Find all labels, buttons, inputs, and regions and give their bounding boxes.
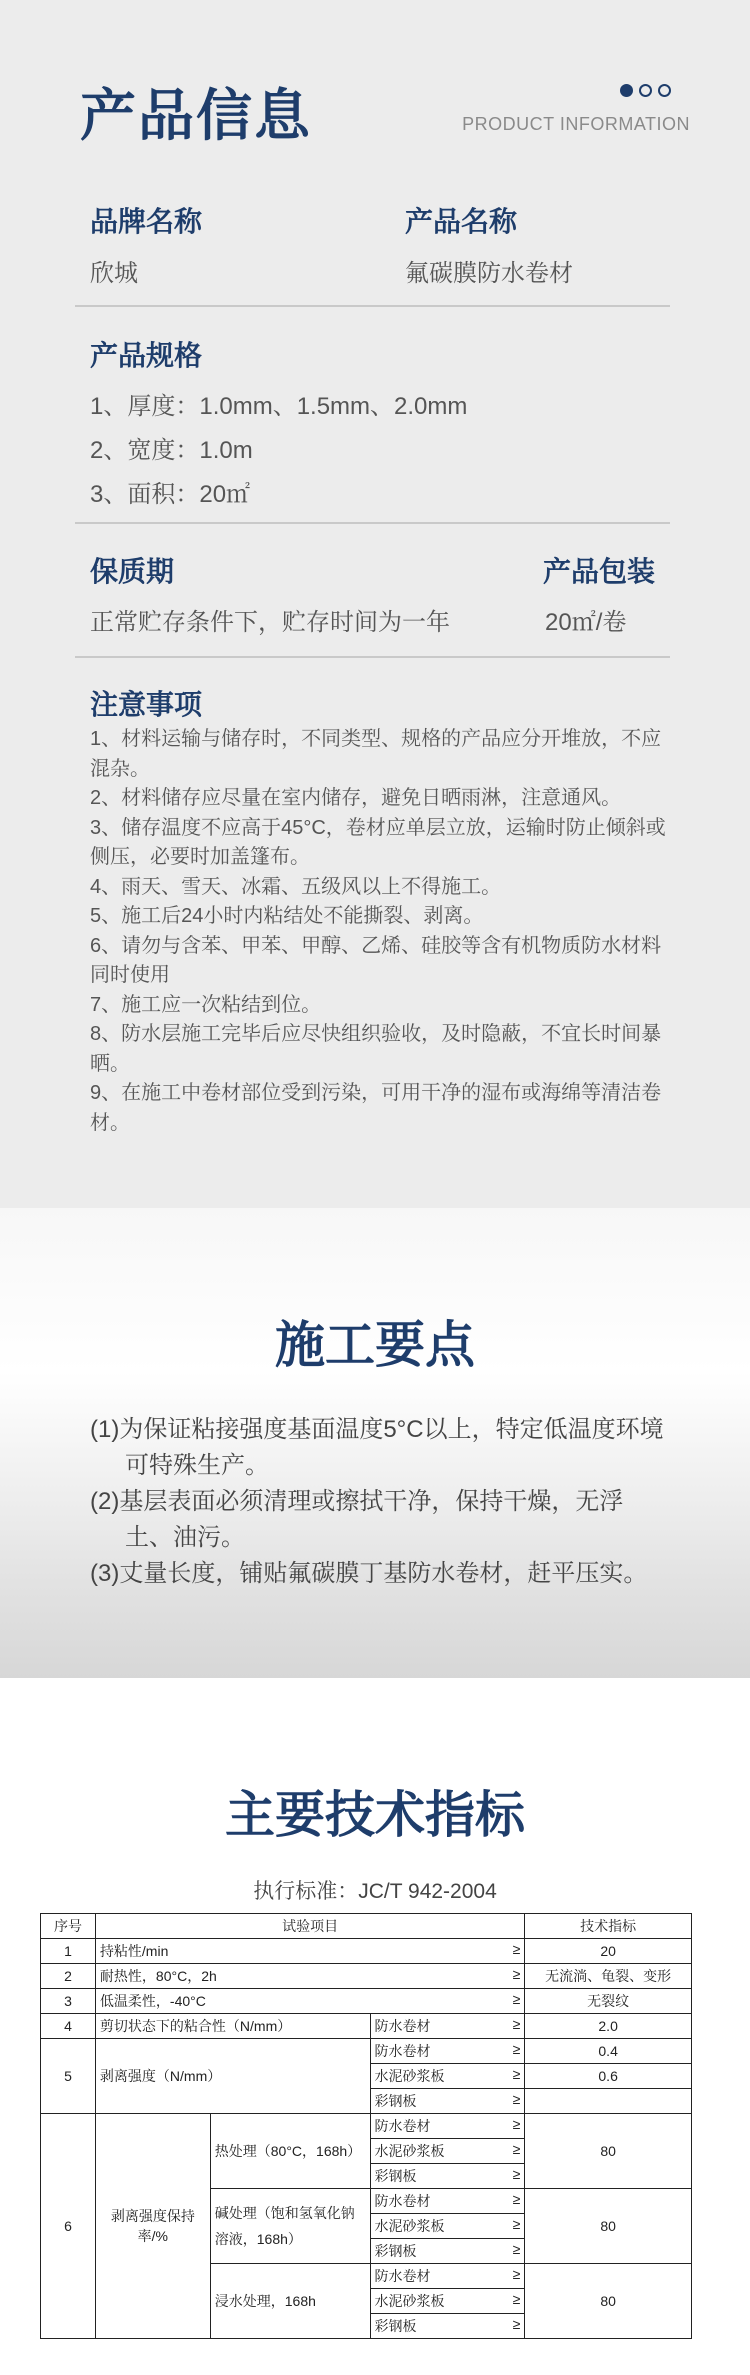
row-sub: [370, 2064, 525, 2089]
row-value: 无裂纹: [525, 1989, 692, 2014]
row-value: 80: [525, 2264, 692, 2339]
row-sub-text: 防水卷材: [374, 2118, 431, 2134]
row-sub-text: 防水卷材: [374, 2193, 431, 2209]
product-value: 氟碳膜防水卷材: [405, 260, 573, 287]
ge-sign: ≥: [512, 2091, 521, 2107]
row-sub: [370, 2039, 525, 2064]
row-item: 剪切状态下的粘合性（N/mm）: [95, 2014, 370, 2039]
row-item: [95, 1964, 524, 1989]
construction-point: (3)丈量长度，铺贴氟碳膜丁基防水卷材，赶平压实。: [90, 1560, 648, 1587]
row-item: 剥离强度（N/mm）: [95, 2039, 370, 2114]
row-value: 20: [525, 1939, 692, 1964]
row-no: 1: [41, 1939, 96, 1964]
table-row: [41, 2114, 692, 2139]
ge-sign: ≥: [512, 2116, 521, 2132]
row-value: [525, 2089, 692, 2114]
row-sub: [370, 2239, 525, 2264]
row-sub: [370, 2139, 525, 2164]
note-item: 2、材料储存应尽量在室内储存，避免日晒雨淋，注意通风。: [90, 787, 622, 809]
brand-label: 品牌名称: [90, 206, 203, 237]
note-item: 4、雨天、雪天、冰霜、五级风以上不得施工。: [90, 875, 502, 898]
row-sub: [370, 2189, 525, 2214]
row-sub-text: 水泥砂浆板: [374, 2218, 445, 2234]
row-sub-text: 彩钢板: [374, 2168, 417, 2184]
ge-sign: ≥: [512, 2166, 521, 2182]
row-sub: [370, 2214, 525, 2239]
row-item: 剥离强度保持率/%: [95, 2114, 210, 2339]
spec-item: 1、厚度：1.0mm、1.5mm、2.0mm: [90, 393, 468, 420]
ge-sign: ≥: [512, 2191, 521, 2207]
row-value: 80: [525, 2189, 692, 2264]
row-sub: [370, 2289, 525, 2314]
spec-item: 3、面积：20㎡: [90, 481, 251, 508]
spec-item: 2、宽度：1.0m: [90, 437, 253, 464]
row-sub-text: 彩钢板: [374, 2093, 417, 2109]
brand-value: 欣城: [90, 260, 138, 287]
construction-points: [90, 1412, 670, 1592]
row-sub-text: 防水卷材: [374, 2018, 431, 2034]
row-item: [95, 1989, 524, 2014]
construction-point: (1)为保证粘接强度基面温度5°C以上，特定低温度环境可特殊生产。: [90, 1416, 664, 1479]
row-sub: [370, 2089, 525, 2114]
package-value: 20㎡/卷: [545, 609, 627, 636]
row-sub: [370, 2114, 525, 2139]
row-no: 5: [41, 2039, 96, 2114]
row-no: 2: [41, 1964, 96, 1989]
ge-sign: ≥: [512, 2066, 521, 2082]
page-title: 产品信息: [80, 84, 312, 147]
dot-icon-active: [620, 84, 633, 97]
ge-sign: ≥: [512, 2041, 521, 2057]
dot-icon: [658, 84, 671, 97]
row-value: 0.6: [525, 2064, 692, 2089]
row-sub-text: 水泥砂浆板: [374, 2143, 445, 2159]
note-item: 8、防水层施工完毕后应尽快组织验收，及时隐蔽，不宜长时间暴晒。: [90, 1023, 662, 1075]
shelf-value: 正常贮存条件下，贮存时间为一年: [90, 609, 450, 636]
ge-sign: ≥: [512, 2241, 521, 2257]
table-row: [41, 1989, 692, 2014]
row-value: 80: [525, 2114, 692, 2189]
note-item: 7、施工应一次粘结到位。: [90, 993, 322, 1016]
divider: [75, 522, 670, 524]
row-item-text: 耐热性，80°C，2h: [99, 1968, 217, 1984]
group-name: 碱处理（饱和氢氧化钠溶液，168h）: [210, 2189, 370, 2264]
note-item: 9、在施工中卷材部位受到污染，可用干净的湿布或海绵等清洁卷材。: [90, 1082, 662, 1134]
row-item-text: 低温柔性，-40°C: [99, 1993, 206, 2009]
header-spec: 技术指标: [525, 1914, 692, 1939]
spec-label: 产品规格: [90, 340, 203, 371]
package-label: 产品包装: [543, 556, 656, 587]
row-item-text: 持粘性/min: [99, 1943, 169, 1959]
notes-label: 注意事项: [90, 689, 203, 720]
construction-title: 施工要点: [275, 1317, 475, 1373]
table-header: [41, 1914, 692, 1939]
page-subtitle: PRODUCT INFORMATION: [462, 114, 690, 134]
tech-table: [40, 1913, 692, 2339]
ge-sign: ≥: [512, 2216, 521, 2232]
divider: [75, 656, 670, 658]
row-value: 2.0: [525, 2014, 692, 2039]
ge-sign: ≥: [512, 1941, 521, 1957]
row-no: 3: [41, 1989, 96, 2014]
row-sub: [370, 2164, 525, 2189]
divider: [75, 305, 670, 307]
row-value: 0.4: [525, 2039, 692, 2064]
row-sub: [370, 2014, 525, 2039]
row-sub-text: 彩钢板: [374, 2318, 417, 2334]
header-item: 试验项目: [95, 1914, 524, 1939]
header-no: 序号: [41, 1914, 96, 1939]
table-row: [41, 2014, 692, 2039]
row-no: 6: [41, 2114, 96, 2339]
table-row: [41, 2039, 692, 2064]
row-item: [95, 1939, 524, 1964]
row-sub-text: 防水卷材: [374, 2043, 431, 2059]
row-sub: [370, 2314, 525, 2339]
note-item: 3、储存温度不应高于45°C，卷材应单层立放，运输时防止倾斜或侧压，必要时加盖篷布。: [90, 816, 666, 868]
row-sub-text: 彩钢板: [374, 2243, 417, 2259]
note-item: 6、请勿与含苯、甲苯、甲醇、乙烯、硅胶等含有机物质防水材料同时使用: [90, 934, 662, 986]
row-sub-text: 防水卷材: [374, 2268, 431, 2284]
row-no: 4: [41, 2014, 96, 2039]
ge-sign: ≥: [512, 2316, 521, 2332]
product-label: 产品名称: [405, 206, 518, 237]
notes-list: [90, 725, 670, 1138]
table-row: [41, 1939, 692, 1964]
ge-sign: ≥: [512, 2141, 521, 2157]
ge-sign: ≥: [512, 1991, 521, 2007]
group-name: 热处理（80°C，168h）: [210, 2114, 370, 2189]
row-value: 无流淌、龟裂、变形: [525, 1964, 692, 1989]
tech-title: 主要技术指标: [225, 1787, 525, 1843]
ge-sign: ≥: [512, 1966, 521, 1982]
row-sub: [370, 2264, 525, 2289]
ge-sign: ≥: [512, 2016, 521, 2032]
group-name: 浸水处理，168h: [210, 2264, 370, 2339]
note-item: 5、施工后24小时内粘结处不能撕裂、剥离。: [90, 905, 484, 927]
row-sub-text: 水泥砂浆板: [374, 2293, 445, 2309]
table-row: [41, 1964, 692, 1989]
construction-point: (2)基层表面必须清理或擦拭干净，保持干燥，无浮土、油污。: [90, 1488, 624, 1551]
note-item: 1、材料运输与储存时，不同类型、规格的产品应分开堆放，不应混杂。: [90, 728, 662, 780]
pagination-dots: [620, 84, 671, 97]
row-sub-text: 水泥砂浆板: [374, 2068, 445, 2084]
ge-sign: ≥: [512, 2266, 521, 2282]
dot-icon: [639, 84, 652, 97]
shelf-label: 保质期: [90, 556, 175, 587]
standard-text: 执行标准：JC/T 942-2004: [253, 1880, 497, 1903]
ge-sign: ≥: [512, 2291, 521, 2307]
